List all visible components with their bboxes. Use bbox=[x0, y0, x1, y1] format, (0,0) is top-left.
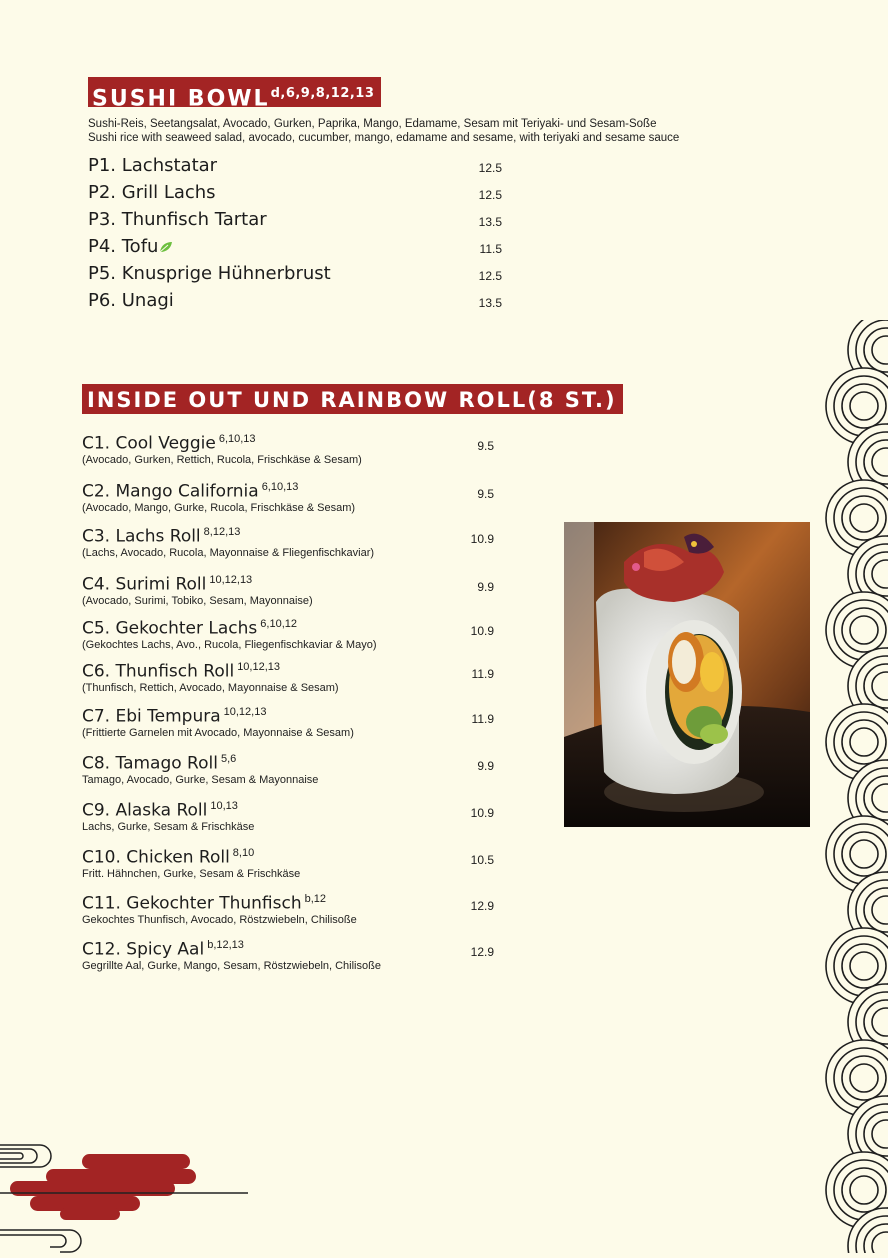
item-name: C10. Chicken Roll bbox=[82, 847, 230, 868]
item-allergens: 10,12,13 bbox=[223, 706, 267, 718]
menu-item bbox=[82, 661, 494, 703]
item-name: P5. Knusprige Hühnerbrust bbox=[88, 263, 331, 284]
menu-item bbox=[88, 236, 502, 263]
item-name: C8. Tamago Roll bbox=[82, 753, 218, 774]
item-description: Lachs, Gurke, Sesam & Frischkäse bbox=[82, 821, 255, 833]
item-name: P6. Unagi bbox=[88, 290, 174, 311]
item-price: 13.5 bbox=[478, 215, 502, 229]
item-name: C2. Mango California bbox=[82, 481, 259, 502]
item-name: C11. Gekochter Thunfisch bbox=[82, 893, 302, 914]
item-description: (Avocado, Surimi, Tobiko, Sesam, Mayonnaise) bbox=[82, 595, 313, 607]
menu-item bbox=[82, 574, 494, 616]
item-price: 11.9 bbox=[471, 667, 494, 681]
sushi-bowl-allergens: d,6,9,8,12,13 bbox=[270, 86, 375, 101]
menu-item bbox=[88, 209, 502, 236]
item-allergens: 10,12,13 bbox=[209, 574, 253, 586]
item-description: (Frittierte Garnelen mit Avocado, Mayonnaise & Sesam) bbox=[82, 727, 354, 739]
item-allergens: b,12,13 bbox=[207, 939, 244, 951]
item-description: (Thunfisch, Rettich, Avocado, Mayonnaise & Sesam) bbox=[82, 682, 339, 694]
menu-item bbox=[88, 290, 502, 317]
menu-item bbox=[82, 753, 494, 795]
item-price: 10.9 bbox=[470, 532, 494, 546]
item-price: 13.5 bbox=[478, 296, 502, 310]
sushi-roll-photo bbox=[564, 522, 810, 827]
item-name-with-icon bbox=[88, 236, 173, 258]
item-description: Gekochtes Thunfisch, Avocado, Röstzwiebeln, Chilisoße bbox=[82, 914, 357, 926]
item-name: P4. Tofu bbox=[88, 236, 159, 257]
item-price: 10.9 bbox=[470, 624, 494, 638]
item-price: 12.5 bbox=[478, 161, 502, 175]
menu-item bbox=[82, 618, 494, 660]
item-allergens: 10,13 bbox=[210, 800, 238, 812]
inside-out-title: INSIDE OUT UND RAINBOW ROLL(8 ST.) bbox=[87, 388, 617, 412]
menu-item bbox=[82, 526, 494, 568]
item-name: C12. Spicy Aal bbox=[82, 939, 205, 960]
item-price: 10.9 bbox=[470, 806, 494, 820]
item-price: 12.9 bbox=[470, 945, 494, 959]
item-name: C7. Ebi Tempura bbox=[82, 706, 221, 727]
item-price: 12.9 bbox=[470, 899, 494, 913]
item-allergens: 8,12,13 bbox=[203, 526, 241, 538]
item-name: P1. Lachstatar bbox=[88, 155, 218, 176]
sushi-bowl-description bbox=[88, 117, 679, 145]
item-price: 12.5 bbox=[478, 269, 502, 283]
item-price: 12.5 bbox=[478, 188, 502, 202]
item-price: 9.9 bbox=[477, 759, 494, 773]
item-price: 9.5 bbox=[477, 439, 494, 453]
item-name: C4. Surimi Roll bbox=[82, 574, 207, 595]
menu-item bbox=[82, 433, 494, 475]
menu-item bbox=[82, 481, 494, 523]
item-allergens: 8,10 bbox=[232, 847, 255, 859]
item-price: 9.9 bbox=[477, 580, 494, 594]
item-description: (Lachs, Avocado, Rucola, Mayonnaise & Fliegenfischkaviar) bbox=[82, 547, 375, 559]
menu-item bbox=[88, 155, 502, 182]
item-allergens: 6,10,13 bbox=[261, 481, 299, 493]
inside-out-banner bbox=[82, 384, 623, 414]
item-name: C9. Alaska Roll bbox=[82, 800, 208, 821]
item-allergens: 10,12,13 bbox=[237, 661, 281, 673]
item-allergens: b,12 bbox=[304, 893, 327, 905]
item-name: C3. Lachs Roll bbox=[82, 526, 201, 547]
item-price: 11.5 bbox=[479, 242, 502, 256]
item-name: C1. Cool Veggie bbox=[82, 433, 216, 454]
item-name: P3. Thunfisch Tartar bbox=[88, 209, 267, 230]
item-price: 10.5 bbox=[470, 853, 494, 867]
item-name: C6. Thunfisch Roll bbox=[82, 661, 235, 682]
menu-item bbox=[82, 706, 494, 748]
item-description: (Avocado, Gurken, Rettich, Rucola, Frischkäse & Sesam) bbox=[82, 454, 362, 466]
vegan-leaf-icon bbox=[159, 237, 173, 258]
menu-item bbox=[88, 263, 502, 290]
item-description: (Gekochtes Lachs, Avo., Rucola, Fliegenfischkaviar & Mayo) bbox=[82, 639, 377, 651]
item-description: Fritt. Hähnchen, Gurke, Sesam & Frischkäse bbox=[82, 868, 301, 880]
item-description: Tamago, Avocado, Gurke, Sesam & Mayonnaise bbox=[82, 774, 319, 786]
cloud-decoration bbox=[0, 1140, 250, 1253]
sushi-bowl-description-de: Sushi-Reis, Seetangsalat, Avocado, Gurken, Paprika, Mango, Edamame, Sesam mit Teriyaki- und Sesam-Soße bbox=[88, 118, 657, 130]
menu-item bbox=[82, 939, 494, 981]
item-allergens: 5,6 bbox=[220, 753, 237, 765]
item-allergens: 6,10,13 bbox=[218, 433, 256, 445]
sushi-bowl-title: SUSHI BOWL bbox=[92, 86, 270, 112]
menu-item bbox=[82, 800, 494, 842]
sushi-bowl-banner bbox=[88, 77, 381, 112]
item-price: 11.9 bbox=[471, 712, 494, 726]
menu-item bbox=[82, 847, 494, 889]
item-name: P2. Grill Lachs bbox=[88, 182, 216, 203]
item-allergens: 6,10,12 bbox=[260, 618, 297, 630]
item-price: 9.5 bbox=[477, 487, 494, 501]
menu-item bbox=[82, 893, 494, 935]
item-description: Gegrillte Aal, Gurke, Mango, Sesam, Röstzwiebeln, Chilisoße bbox=[82, 960, 381, 972]
menu-item bbox=[88, 182, 502, 209]
wave-pattern-decoration bbox=[820, 320, 888, 1253]
item-description: (Avocado, Mango, Gurke, Rucola, Frischkäse & Sesam) bbox=[82, 502, 356, 514]
item-name: C5. Gekochter Lachs bbox=[82, 618, 258, 639]
sushi-bowl-description-en: Sushi rice with seaweed salad, avocado, cucumber, mango, edamame and sesame, with teriyaki and sesame sauce bbox=[88, 132, 680, 144]
